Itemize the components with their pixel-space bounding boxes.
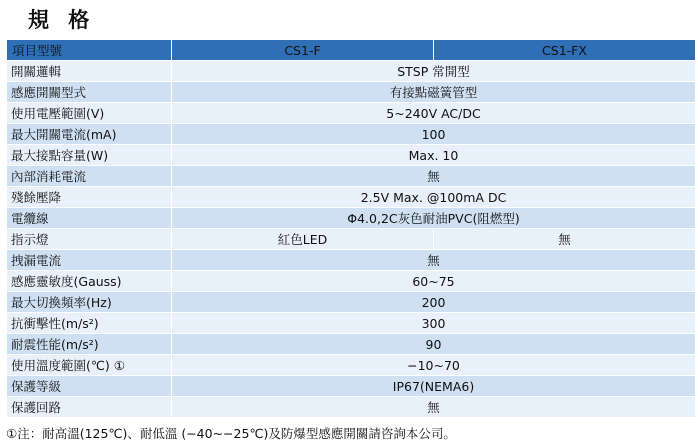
page-title: 規 格 <box>28 8 96 32</box>
row-value: 300 <box>172 313 696 334</box>
row-label: 開關邏輯 <box>7 61 172 82</box>
row-value: Φ4.0,2C灰色耐油PVC(阻燃型) <box>172 208 696 229</box>
row-label: 內部消耗電流 <box>7 166 172 187</box>
table-row <box>7 313 696 334</box>
row-label: 最大切換頻率(Hz) <box>7 292 172 313</box>
row-value: 100 <box>172 124 696 145</box>
row-label: 感應開關型式 <box>7 82 172 103</box>
table-row <box>7 250 696 271</box>
row-value: 無 <box>172 166 696 187</box>
row-value-cs1f: 紅色LED <box>172 229 434 250</box>
row-label: 最大接點容量(W) <box>7 145 172 166</box>
row-label: 最大開關電流(mA) <box>7 124 172 145</box>
table-row <box>7 355 696 376</box>
row-label: 感應靈敏度(Gauss) <box>7 271 172 292</box>
row-value: IP67(NEMA6) <box>172 376 696 397</box>
table-row <box>7 334 696 355</box>
table-header-row <box>7 40 696 61</box>
row-value: STSP 常開型 <box>172 61 696 82</box>
table-row <box>7 166 696 187</box>
row-value: 有接點磁簧管型 <box>172 82 696 103</box>
row-label: 使用溫度範圍(℃) ① <box>7 355 172 376</box>
row-value: −10~70 <box>172 355 696 376</box>
table-row <box>7 271 696 292</box>
row-label: 使用電壓範圍(V) <box>7 103 172 124</box>
specification-table <box>6 39 696 418</box>
footnote: ①注：耐高溫(125℃)、耐低溫 (−40~−25℃)及防爆型感應開關請咨詢本公司。 <box>6 426 456 442</box>
row-value: 5~240V AC/DC <box>172 103 696 124</box>
table-row <box>7 103 696 124</box>
table-row <box>7 124 696 145</box>
row-value: 60~75 <box>172 271 696 292</box>
row-label: 電纜線 <box>7 208 172 229</box>
row-label: 殘餘壓降 <box>7 187 172 208</box>
table-row <box>7 292 696 313</box>
row-value: 無 <box>172 397 696 418</box>
table-row <box>7 376 696 397</box>
row-value: 無 <box>172 250 696 271</box>
row-value-cs1fx: 無 <box>434 229 696 250</box>
row-value: Max. 10 <box>172 145 696 166</box>
row-value: 2.5V Max. @100mA DC <box>172 187 696 208</box>
row-label: 耐震性能(m/s²) <box>7 334 172 355</box>
table-row <box>7 208 696 229</box>
row-label: 指示燈 <box>7 229 172 250</box>
table-row <box>7 61 696 82</box>
row-label: 拽漏電流 <box>7 250 172 271</box>
header-column-cs1fx: CS1-FX <box>434 40 696 61</box>
row-value: 200 <box>172 292 696 313</box>
row-value: 90 <box>172 334 696 355</box>
table-row <box>7 187 696 208</box>
row-label: 保護回路 <box>7 397 172 418</box>
table-row <box>7 397 696 418</box>
row-label: 保護等級 <box>7 376 172 397</box>
table-row <box>7 82 696 103</box>
table-row <box>7 229 696 250</box>
header-column-cs1f: CS1-F <box>172 40 434 61</box>
row-label: 抗衝擊性(m/s²) <box>7 313 172 334</box>
table-row <box>7 145 696 166</box>
table-body <box>7 40 696 418</box>
header-label-cell: 項目型號 <box>7 40 172 61</box>
